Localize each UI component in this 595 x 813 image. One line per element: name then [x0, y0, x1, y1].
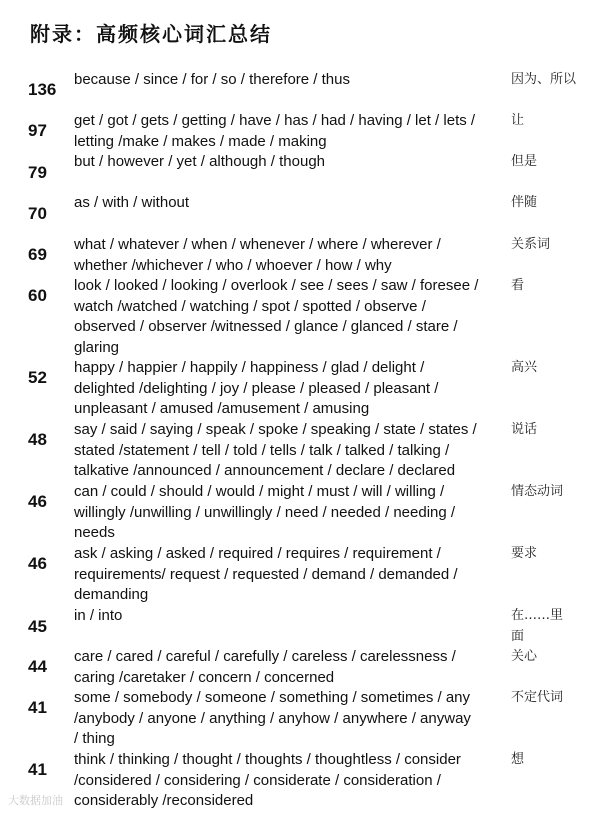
word-group [74, 276, 499, 358]
word-group [74, 358, 499, 420]
word-line: needs [74, 524, 115, 542]
word-line: letting /make / makes / made / making [74, 132, 327, 150]
word-line: get / got / gets / getting / have / has / had / having / let / lets / [74, 112, 476, 129]
word-line: considerably /reconsidered [74, 792, 254, 810]
meaning-line: 面 [511, 628, 525, 644]
meaning-line: 看 [511, 278, 525, 293]
word-group [74, 544, 499, 606]
word-line: but / however / yet / although / though [74, 153, 326, 170]
meaning-line: 因为、所以 [511, 72, 577, 87]
word-group [74, 606, 499, 627]
meaning-line: 但是 [511, 154, 538, 169]
frequency-count: 97 [28, 121, 47, 140]
word-group [74, 688, 499, 750]
word-line: because / since / for / so / therefore / thus [74, 71, 350, 88]
word-group [74, 647, 499, 688]
meaning-line: 说话 [511, 422, 538, 437]
frequency-count: 60 [28, 286, 47, 305]
chinese-meaning [511, 647, 581, 668]
word-group [74, 111, 499, 152]
word-line: observed / observer /witnessed / glance / glanced / stare / [74, 318, 458, 336]
chinese-meaning [511, 193, 581, 214]
word-line: happy / happier / happily / happiness / glad / delight / [74, 359, 425, 376]
word-line: say / said / saying / speak / spoke / speaking / state / states / [74, 421, 477, 438]
word-group [74, 70, 499, 91]
word-line: / thing [74, 730, 115, 748]
chinese-meaning [511, 235, 581, 256]
watermark: 大数据加油 [8, 794, 63, 807]
word-group [74, 420, 499, 482]
meaning-line: 在……里 [511, 608, 564, 623]
frequency-count: 79 [28, 163, 47, 182]
meaning-line: 情态动词 [511, 484, 564, 499]
frequency-count: 52 [28, 368, 47, 387]
chinese-meaning [511, 688, 581, 709]
meaning-line: 要求 [511, 546, 538, 561]
frequency-count: 48 [28, 430, 47, 449]
word-line: look / looked / looking / overlook / see / sees / saw / foresee / [74, 277, 479, 294]
frequency-count: 41 [28, 698, 47, 717]
chinese-meaning [511, 750, 581, 771]
meaning-line: 让 [511, 113, 525, 128]
word-group [74, 152, 499, 173]
frequency-count: 45 [28, 617, 47, 636]
word-line: care / cared / careful / carefully / careless / carelessness / [74, 648, 456, 665]
chinese-meaning [511, 482, 581, 503]
word-line: unpleasant / amused /amusement / amusing [74, 400, 370, 418]
word-line: in / into [74, 607, 123, 624]
word-line: stated /statement / tell / told / tells / talk / talked / talking / [74, 441, 450, 459]
word-line: willingly /unwilling / unwillingly / need / needed / needing / [74, 503, 456, 521]
word-line: some / somebody / someone / something / sometimes / any [74, 689, 471, 706]
meaning-line: 高兴 [511, 360, 538, 375]
word-line: talkative /announced / announcement / declare / declared [74, 462, 456, 480]
chinese-meaning [511, 544, 581, 565]
word-line: glaring [74, 338, 120, 356]
word-group [74, 482, 499, 544]
word-line: /anybody / anyone / anything / anyhow / anywhere / anyway [74, 709, 471, 727]
word-group [74, 193, 499, 214]
word-line: caring /caretaker / concern / concerned [74, 668, 335, 686]
word-line: think / thinking / thought / thoughts / thoughtless / consider [74, 751, 461, 768]
chinese-meaning [511, 111, 581, 132]
chinese-meaning [511, 420, 581, 441]
chinese-meaning [511, 358, 581, 379]
meaning-line: 关心 [511, 649, 538, 664]
word-line: demanding [74, 586, 149, 604]
meaning-line: 不定代词 [511, 690, 564, 705]
chinese-meaning [511, 152, 581, 173]
word-line: what / whatever / when / whenever / where / wherever / [74, 236, 441, 253]
word-line: watch /watched / watching / spot / spotted / observe / [74, 297, 426, 315]
chinese-meaning [511, 70, 581, 91]
word-line: can / could / should / would / might / must / will / willing / [74, 483, 445, 500]
word-line: whether /whichever / who / whoever / how / why [74, 256, 392, 274]
frequency-count: 136 [28, 80, 57, 99]
word-line: delighted /delighting / joy / please / pleased / pleasant / [74, 379, 439, 397]
frequency-count: 69 [28, 245, 47, 264]
meaning-line: 想 [511, 752, 525, 767]
frequency-count: 70 [28, 204, 47, 223]
frequency-count: 44 [28, 657, 47, 676]
frequency-count: 46 [28, 554, 47, 573]
page-title: 附录：高频核心词汇总结 [30, 22, 272, 46]
word-line: requirements/ request / requested / demand / demanded / [74, 565, 458, 583]
frequency-count: 46 [28, 492, 47, 511]
meaning-line: 关系词 [511, 237, 551, 252]
chinese-meaning [511, 606, 581, 647]
frequency-count: 41 [28, 760, 47, 779]
word-line: /considered / considering / considerate / consideration / [74, 771, 441, 789]
word-group [74, 235, 499, 276]
word-line: ask / asking / asked / required / requires / requirement / [74, 545, 441, 562]
word-line: as / with / without [74, 194, 190, 211]
meaning-line: 伴随 [511, 195, 538, 210]
chinese-meaning [511, 276, 581, 297]
word-group [74, 750, 499, 812]
